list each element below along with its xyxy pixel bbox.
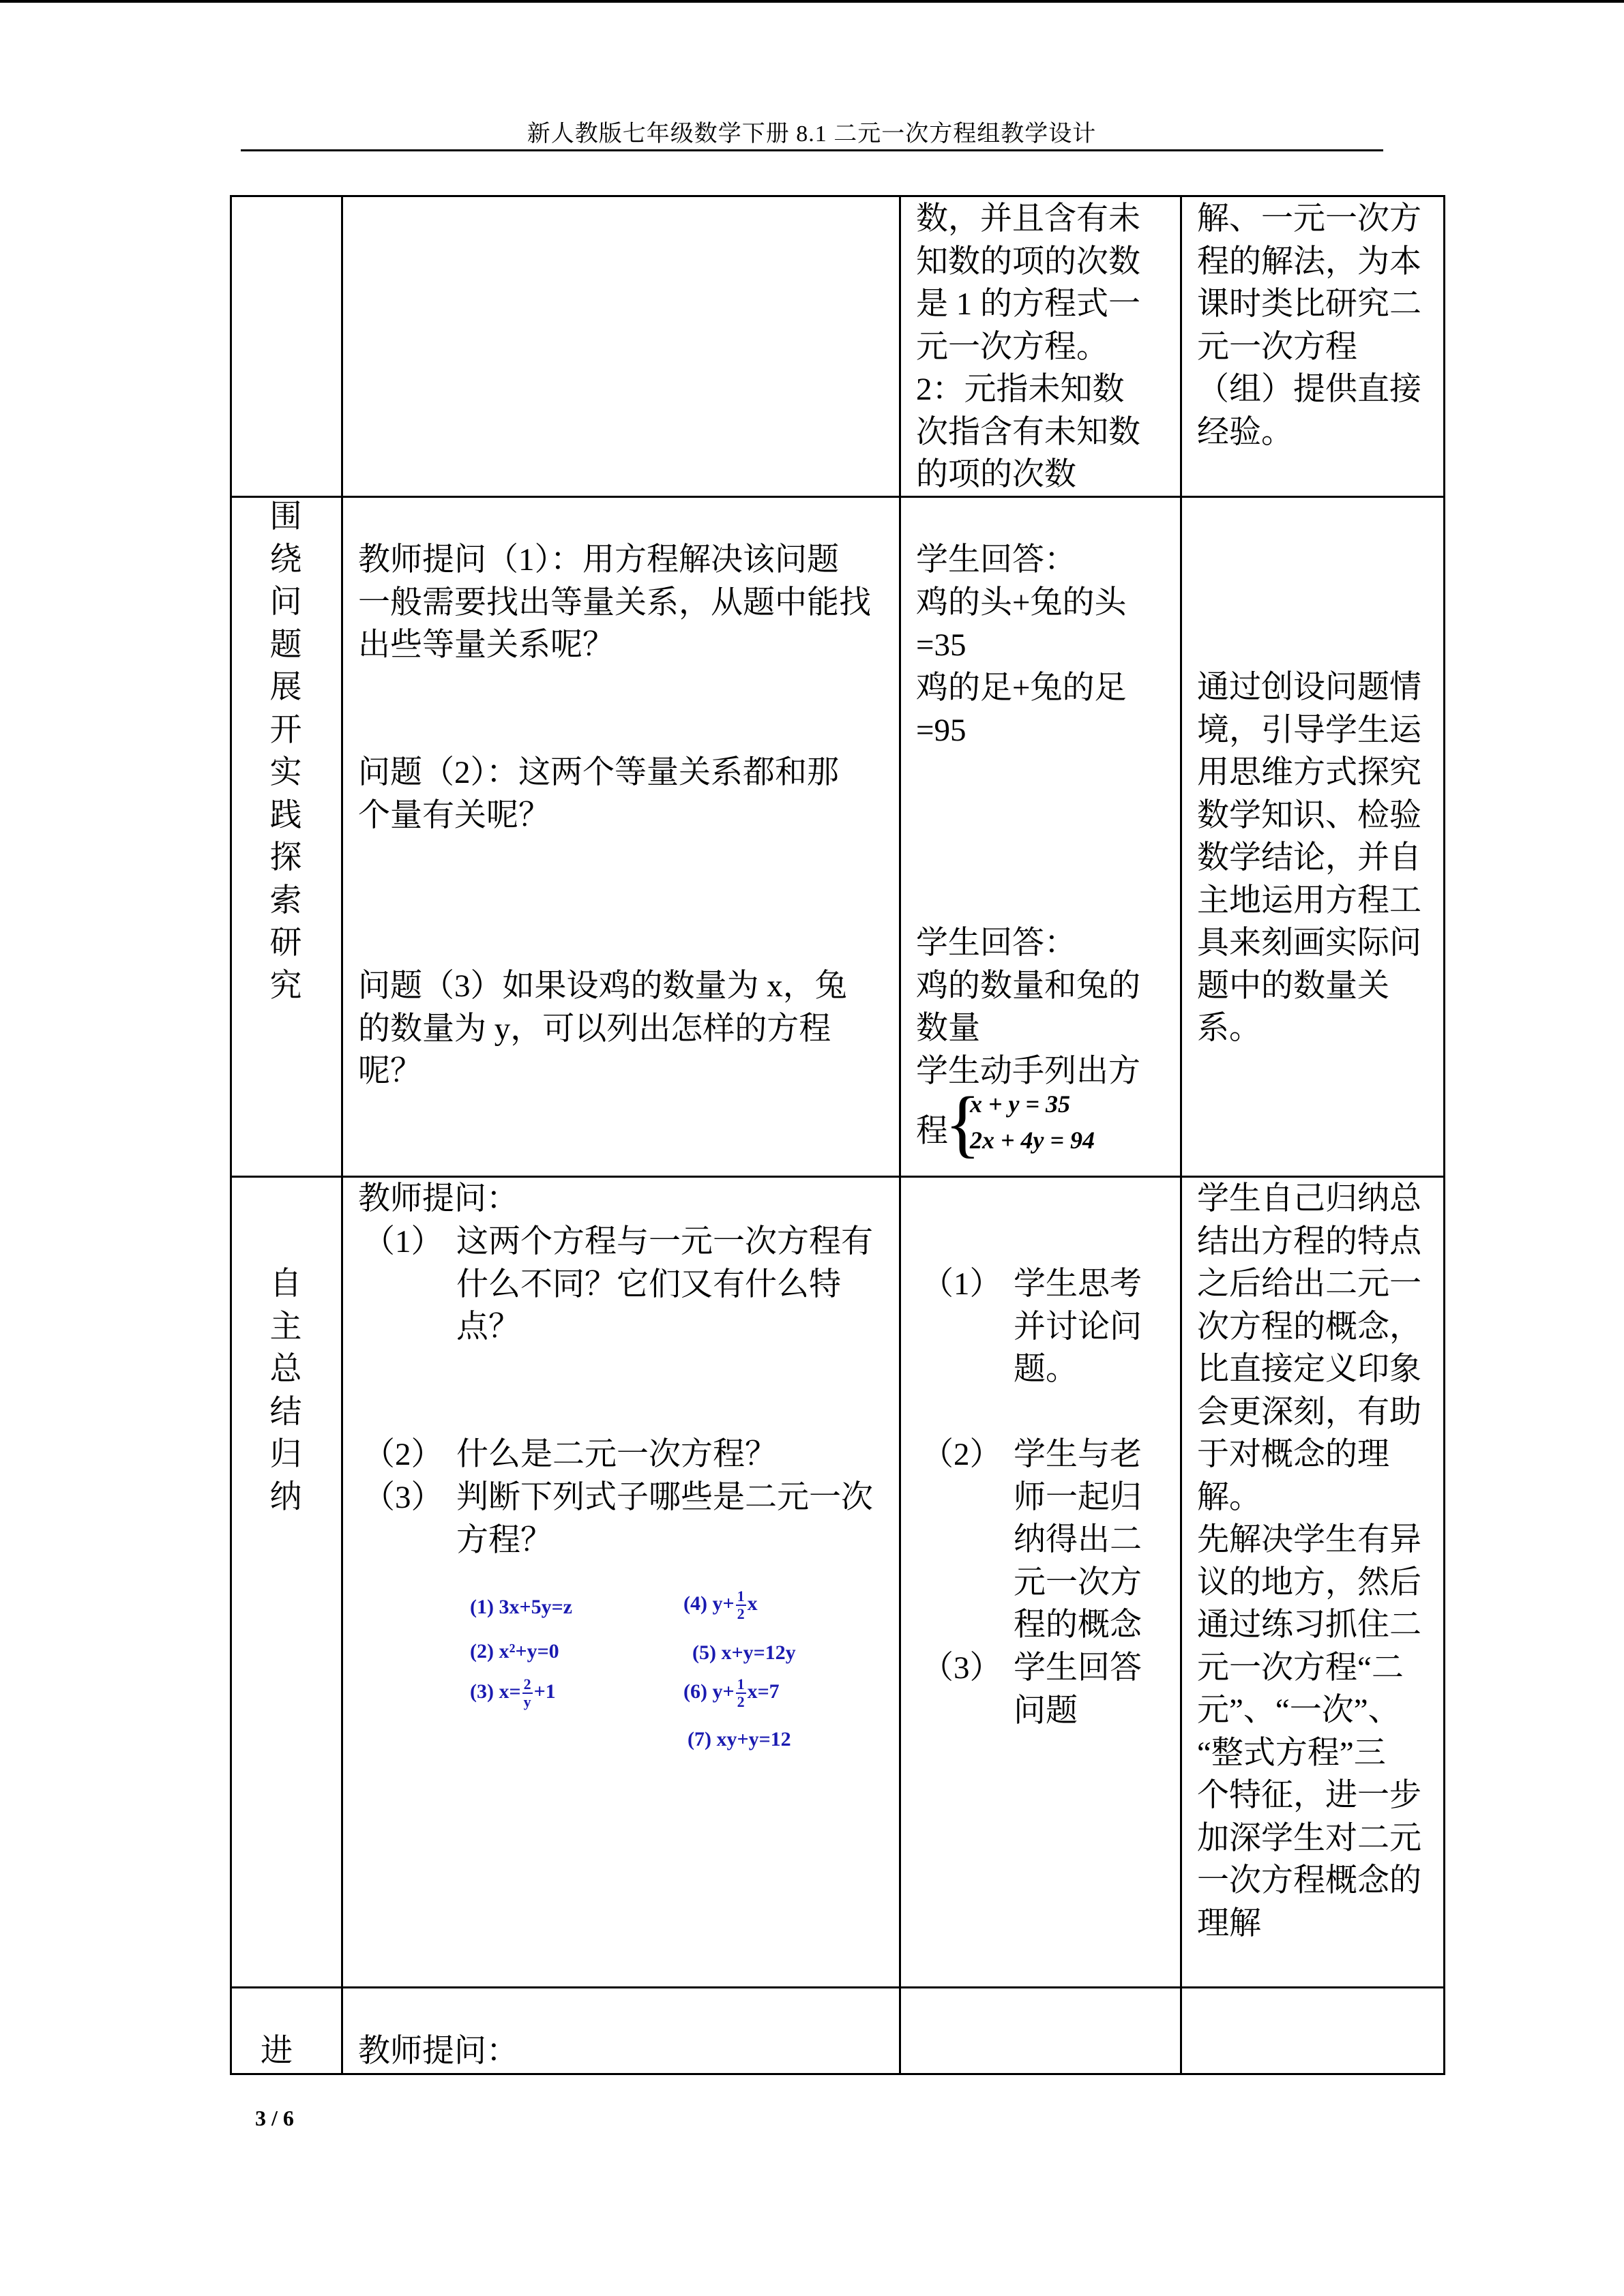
row2-student-answer-2: 学生回答： 鸡的数量和兔的 数量 学生动手列出方 bbox=[916, 925, 1140, 1089]
equation-1: x + y = 35 bbox=[970, 1090, 1071, 1118]
table-divider-3 bbox=[1180, 195, 1182, 2075]
row3-s1-text: 学生思考 并讨论问 题。 bbox=[1014, 1266, 1142, 1387]
row3-s2-text: 学生与老 师一起归 纳得出二 元一次方 程的概念 bbox=[1014, 1437, 1142, 1643]
row3-s1-number: （1） bbox=[921, 1266, 1002, 1302]
row4-teacher-text: 教师提问： bbox=[358, 2033, 518, 2069]
row-divider-1 bbox=[230, 496, 1445, 498]
row1-student-text: 数，并且含有未 知数的项的次数 是 1 的方程式一 元一次方程。 2：元指未知数 次指含有未知数 的项的次数 bbox=[916, 201, 1140, 492]
row3-intent-b: 先解决学生有异 议的地方，然后 通过练习抓住二 元一次方程“二 元”、“一次”、 “整式方程”三 个特征，进一步 加深学生对二元 一次方程概念的 理解 bbox=[1197, 1522, 1421, 1941]
row3-q1-text: 这两个方程与一元一次方程有 什么不同？它们又有什么特 点？ bbox=[456, 1224, 873, 1345]
row3-q2-text: 什么是二元一次方程？ bbox=[456, 1437, 777, 1472]
row2-intent-text: 通过创设问题情 境，引导学生运 用思维方式探究 数学知识、检验 数学结论，并自 主地运用方程工 具来刻画实际问 题中的数量关 系。 bbox=[1197, 670, 1421, 1046]
table-border-left bbox=[230, 195, 232, 2075]
exercise-5: (5) x+y=12y bbox=[692, 1641, 796, 1664]
row3-q1-number: （1） bbox=[363, 1224, 443, 1259]
equation-2: 2x + 4y = 94 bbox=[970, 1127, 1095, 1154]
exercise-4: (4) y+ $\frac{1}{2}$ x bbox=[683, 1587, 758, 1622]
row3-s3-text: 学生回答 问题 bbox=[1014, 1650, 1142, 1729]
table-border-right bbox=[1443, 195, 1445, 2075]
row2-teacher-question-3: 问题（3）如果设鸡的数量为 x，兔 的数量为 y，可以列出怎样的方程 呢？ bbox=[358, 968, 847, 1089]
row-divider-3 bbox=[230, 1986, 1445, 1988]
row3-s3-number: （3） bbox=[921, 1650, 1002, 1686]
row2-student-answer-1: 学生回答： 鸡的头+兔的头 =35 鸡的足+兔的足 =95 bbox=[916, 542, 1127, 748]
table-divider-1 bbox=[341, 195, 343, 2075]
row3-q3-text: 判断下列式子哪些是二元一次 方程？ bbox=[456, 1480, 873, 1558]
exercise-3: (3) x= $\frac{2}{y}$ +1 bbox=[470, 1675, 556, 1710]
row2-teacher-question-1: 教师提问（1）：用方程解决该问题 一般需要找出等量关系，从题中能找 出些等量关系呢？ bbox=[358, 542, 871, 663]
row3-stage-label: 自 主 总 结 归 纳 bbox=[269, 1266, 302, 1515]
row3-q3-number: （3） bbox=[363, 1480, 443, 1515]
row3-intent-a: 学生自己归纳总 结出方程的特点 之后给出二元一 次方程的概念， 比直接定义印象 会更深刻，有助 于对概念的理 解。 bbox=[1197, 1181, 1421, 1515]
page-header-title: 新人教版七年级数学下册 8.1 二元一次方程组教学设计 bbox=[527, 121, 1097, 147]
table-border-bottom bbox=[230, 2073, 1445, 2075]
header-rule bbox=[241, 149, 1383, 151]
row4-stage-label: 进 bbox=[261, 2033, 293, 2069]
page-number: 3 / 6 bbox=[255, 2106, 294, 2130]
row3-q2-number: （2） bbox=[363, 1437, 443, 1472]
row2-student-answer-tail: 程 bbox=[916, 1114, 948, 1149]
row3-s2-number: （2） bbox=[921, 1437, 1002, 1472]
table-divider-2 bbox=[899, 195, 901, 2075]
exercise-6: (6) y+ $\frac{1}{2}$ x=7 bbox=[683, 1675, 780, 1710]
lesson-plan-table bbox=[230, 195, 1445, 2075]
table-border-top bbox=[230, 195, 1445, 197]
row1-intent-text: 解、一元一次方 程的解法，为本 课时类比研究二 元一次方程 （组）提供直接 经验。 bbox=[1197, 201, 1421, 450]
row2-stage-label: 围 绕 问 题 展 开 实 践 探 索 研 究 bbox=[269, 499, 302, 1004]
exercise-1: (1) 3x+5y=z bbox=[470, 1596, 572, 1618]
page-top-border bbox=[0, 0, 1624, 3]
equation-system-brace: { bbox=[945, 1082, 981, 1165]
exercise-2: (2) x²+y=0 bbox=[470, 1640, 559, 1663]
exercise-7: (7) xy+y=12 bbox=[688, 1728, 791, 1750]
row3-teacher-intro: 教师提问： bbox=[358, 1181, 518, 1217]
row2-teacher-question-2: 问题（2）：这两个等量关系都和那 个量有关呢？ bbox=[358, 755, 839, 833]
